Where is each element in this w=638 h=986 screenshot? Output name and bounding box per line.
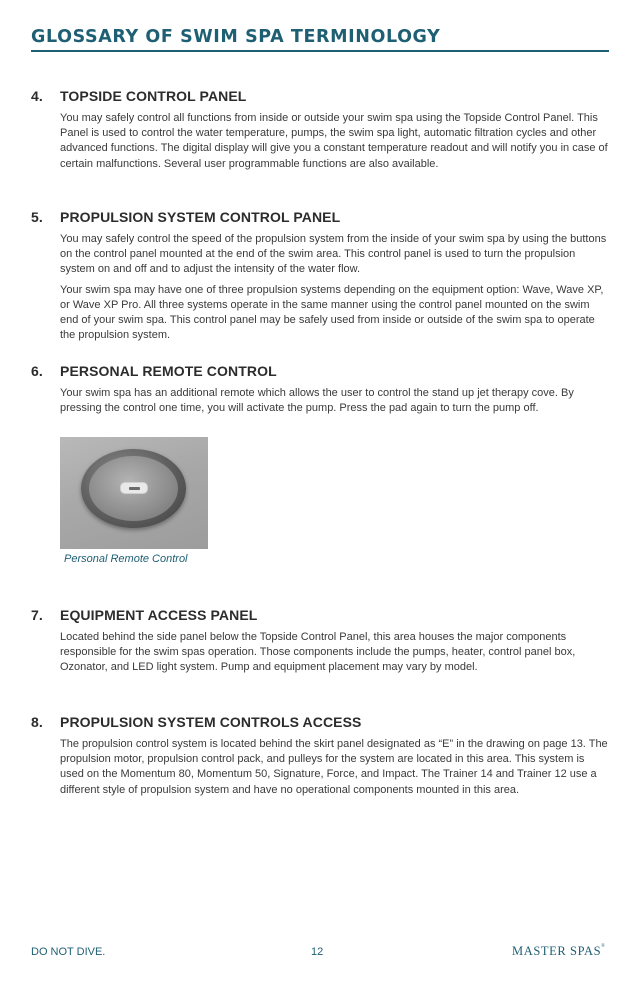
- brand-logo: [512, 944, 606, 959]
- section-propulsion-control-panel: [31, 208, 609, 343]
- page-title: GLOSSARY OF SWIM SPA TERMINOLOGY: [31, 27, 441, 47]
- section-number: 8.: [31, 714, 43, 730]
- section-paragraph: Your swim spa has an additional remote which allows the user to control the stand up jet therapy cove. By pressing the control one time, you will activate the pump. Press the pad again to turn the pump off.: [60, 387, 574, 415]
- page-number: 12: [311, 946, 324, 958]
- section-heading: [31, 713, 609, 731]
- section-paragraph: Located behind the side panel below the Topside Control Panel, this area houses the major components responsible for the swim spas operation. Those components include the pumps, heater, control panel box, Ozonator, and LED light system. Pump and equipment placement may vary by model.: [60, 631, 576, 674]
- section-heading: [31, 87, 609, 105]
- section-personal-remote-control: [31, 362, 609, 416]
- section-paragraph: Your swim spa may have one of three propulsion systems depending on the equipment option: Wave, Wave XP, or Wave XP Pro. All three systems operate in the same manner using the control panel mounted on the swim end of your swim spa. This control panel may be safely used from inside or outside of the swim spa to operate the propulsion system.: [60, 283, 604, 342]
- footer-warning: DO NOT DIVE.: [31, 946, 106, 958]
- section-title: PROPULSION SYSTEM CONTROLS ACCESS: [60, 714, 362, 730]
- jets-symbol-icon: [129, 487, 140, 490]
- section-propulsion-controls-access: [31, 713, 609, 798]
- remote-pad-icon: [120, 482, 148, 494]
- remote-button-face: [89, 456, 178, 521]
- figure-caption: Personal Remote Control: [64, 553, 188, 565]
- section-number: 4.: [31, 88, 43, 104]
- section-number: 5.: [31, 209, 43, 225]
- section-title: TOPSIDE CONTROL PANEL: [60, 88, 247, 104]
- section-title: EQUIPMENT ACCESS PANEL: [60, 607, 258, 623]
- section-heading: [31, 362, 609, 380]
- section-title: PERSONAL REMOTE CONTROL: [60, 363, 277, 379]
- section-title: PROPULSION SYSTEM CONTROL PANEL: [60, 209, 341, 225]
- section-number: 7.: [31, 607, 43, 623]
- section-paragraph: You may safely control the speed of the propulsion system from the inside of your swim spa by using the buttons on the control panel mounted at the end of the swim area. This control panel is used to turn the propulsion system on and off and to adjust the intensity of the water flow.: [60, 233, 607, 276]
- section-number: 6.: [31, 363, 43, 379]
- registered-mark: ®: [601, 944, 606, 949]
- section-heading: [31, 208, 609, 226]
- section-paragraph: The propulsion control system is located behind the skirt panel designated as “E” in the drawing on page 13. The propulsion motor, propulsion control pack, and pulleys for the system are located in this area. This system is used on the Momentum 80, Momentum 50, Signature, Force, and Impact. The Trainer 14 and Trainer 12 use a different style of propulsion system and have no operational components mounted in this area.: [60, 738, 608, 796]
- section-topside-control-panel: [31, 87, 609, 172]
- brand-name: MASTER SPAS: [512, 944, 602, 958]
- section-equipment-access-panel: [31, 606, 609, 676]
- personal-remote-photo: [60, 437, 208, 549]
- remote-button-housing: [81, 449, 186, 528]
- section-heading: [31, 606, 609, 624]
- section-paragraph: You may safely control all functions from inside or outside your swim spa using the Topside Control Panel. This Panel is used to control the water temperature, pumps, the swim spa light, automatic filtration cycles and other advanced functions. The digital display will give you a constant temperature readout and will notify you in case of certain malfunctions. Several user programmable functions are also available.: [60, 112, 608, 170]
- header-rule: [31, 50, 609, 52]
